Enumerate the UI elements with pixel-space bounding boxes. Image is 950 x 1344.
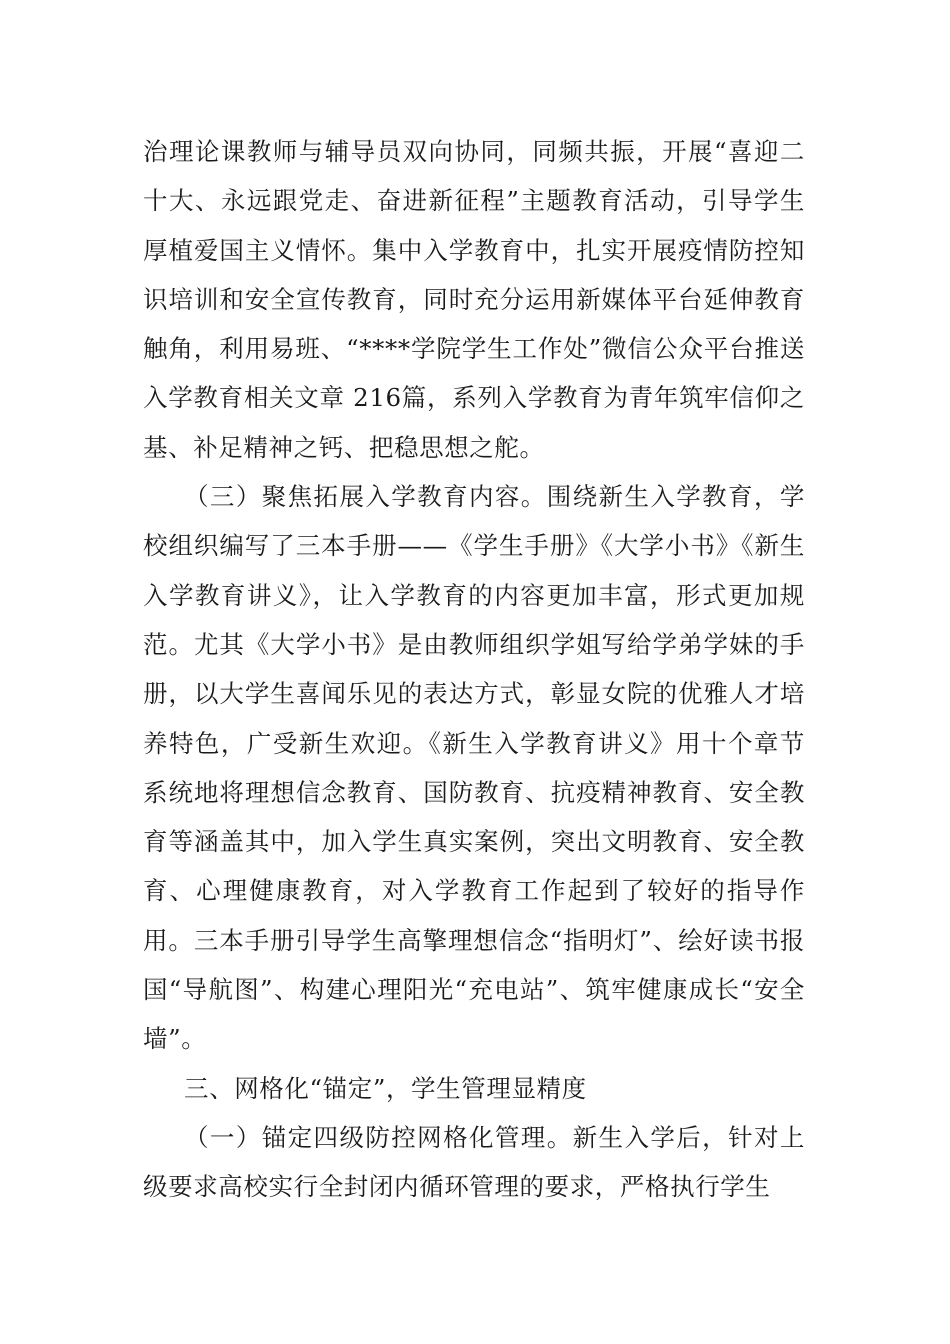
paragraph-four-level-grid: （一）锚定四级防控网格化管理。新生入学后，针对上级要求高校实行全封闭内循环管理的要求，严格执行学生	[143, 1122, 805, 1202]
section-heading-grid-management: 三、网格化“锚定”，学生管理显精度	[184, 1073, 587, 1103]
paragraph-political-education: 治理论课教师与辅导员双向协同，同频共振，开展“喜迎二十大、永远跟党走、奋进新征程”主题教育活动，引导学生厚植爱国主义情怀。集中入学教育中，扎实开展疫情防控知识培训和安全宣传教育，同时充分运用新媒体平台延伸教育触角，利用易班、“****学院学生工作处”微信公众平台推送入学教育相关文章 216篇，系列入学教育为青年筑牢信仰之基、补足精神之钙、把稳思想之舵。	[143, 137, 805, 462]
paragraph-handbooks: （三）聚焦拓展入学教育内容。围绕新生入学教育，学校组织编写了三本手册——《学生手册》《大学小书》《新生入学教育讲义》，让入学教育的内容更加丰富，形式更加规范。尤其《大学小书》是由教师组织学姐写给学弟学妹的手册，以大学生喜闻乐见的表达方式，彰显女院的优雅人才培养特色，广受新生欢迎。《新生入学教育讲义》用十个章节系统地将理想信念教育、国防教育、抗疫精神教育、安全教育等涵盖其中，加入学生真实案例，突出文明教育、安全教育、心理健康教育，对入学教育工作起到了较好的指导作用。三本手册引导学生高擎理想信念“指明灯”、绘好读书报国“导航图”、构建心理阳光“充电站”、筑牢健康成长“安全墙”。	[143, 482, 805, 1054]
document-body	[143, 127, 805, 1212]
